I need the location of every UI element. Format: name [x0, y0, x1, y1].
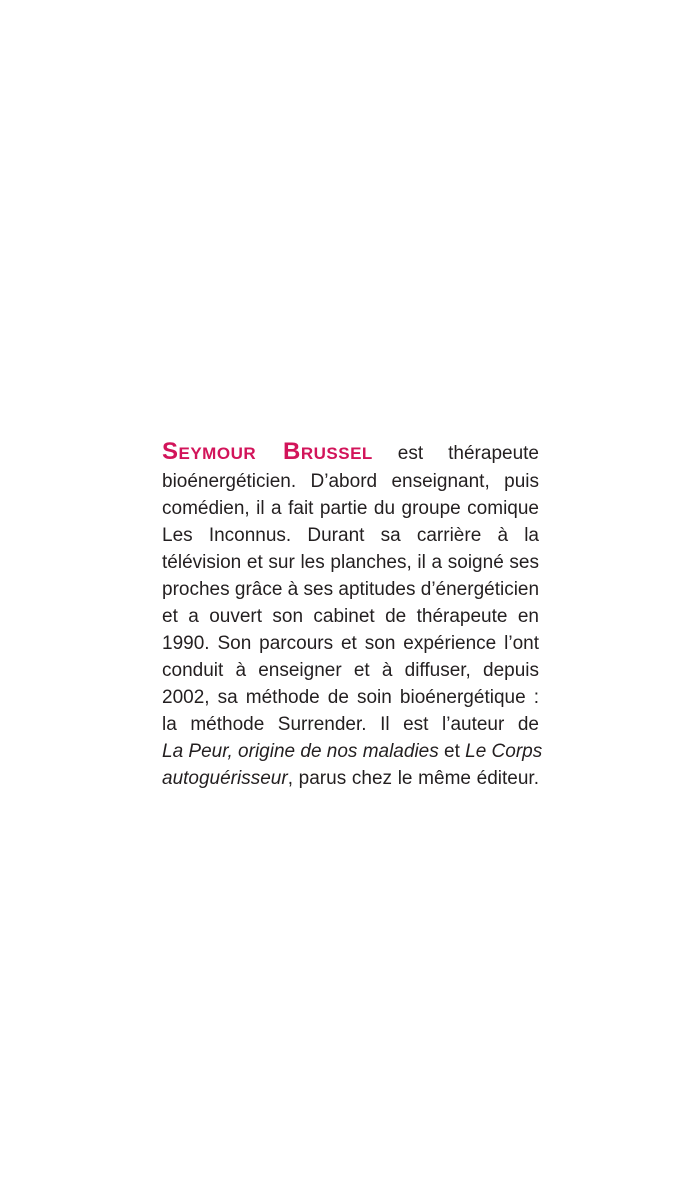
bio-line: bioénergéticien. D’abord enseignant, puis — [162, 471, 539, 492]
bio-line — [162, 436, 539, 468]
book-title: autoguérisseur — [162, 768, 288, 789]
bio-line: et a ouvert son cabinet de thérapeute en — [162, 606, 539, 627]
bio-line: la méthode Surrender. Il est l’auteur de — [162, 714, 539, 735]
bio-line: comédien, il a fait partie du groupe comique — [162, 498, 539, 519]
author-name: Seymour Brussel — [162, 438, 373, 465]
author-bio — [162, 436, 543, 792]
bio-text: est thérapeute — [372, 443, 539, 464]
bio-line — [162, 765, 539, 792]
book-title: Le Corps — [465, 741, 543, 762]
bio-line: proches grâce à ses aptitudes d’énergéticien — [162, 579, 540, 600]
book-title: La Peur, origine de nos maladies — [162, 741, 439, 762]
bio-text: , parus chez le même éditeur. — [287, 768, 539, 789]
bio-line: 2002, sa méthode de soin bioénergétique : — [162, 687, 539, 708]
bio-line: télévision et sur les planches, il a soigné ses — [162, 552, 539, 573]
bio-line: 1990. Son parcours et son expérience l’ont — [162, 633, 539, 654]
bio-text: et — [438, 741, 466, 762]
bio-line — [162, 738, 543, 765]
bio-line: conduit à enseigner et à diffuser, depuis — [162, 660, 539, 681]
bio-line: Les Inconnus. Durant sa carrière à la — [162, 525, 539, 546]
